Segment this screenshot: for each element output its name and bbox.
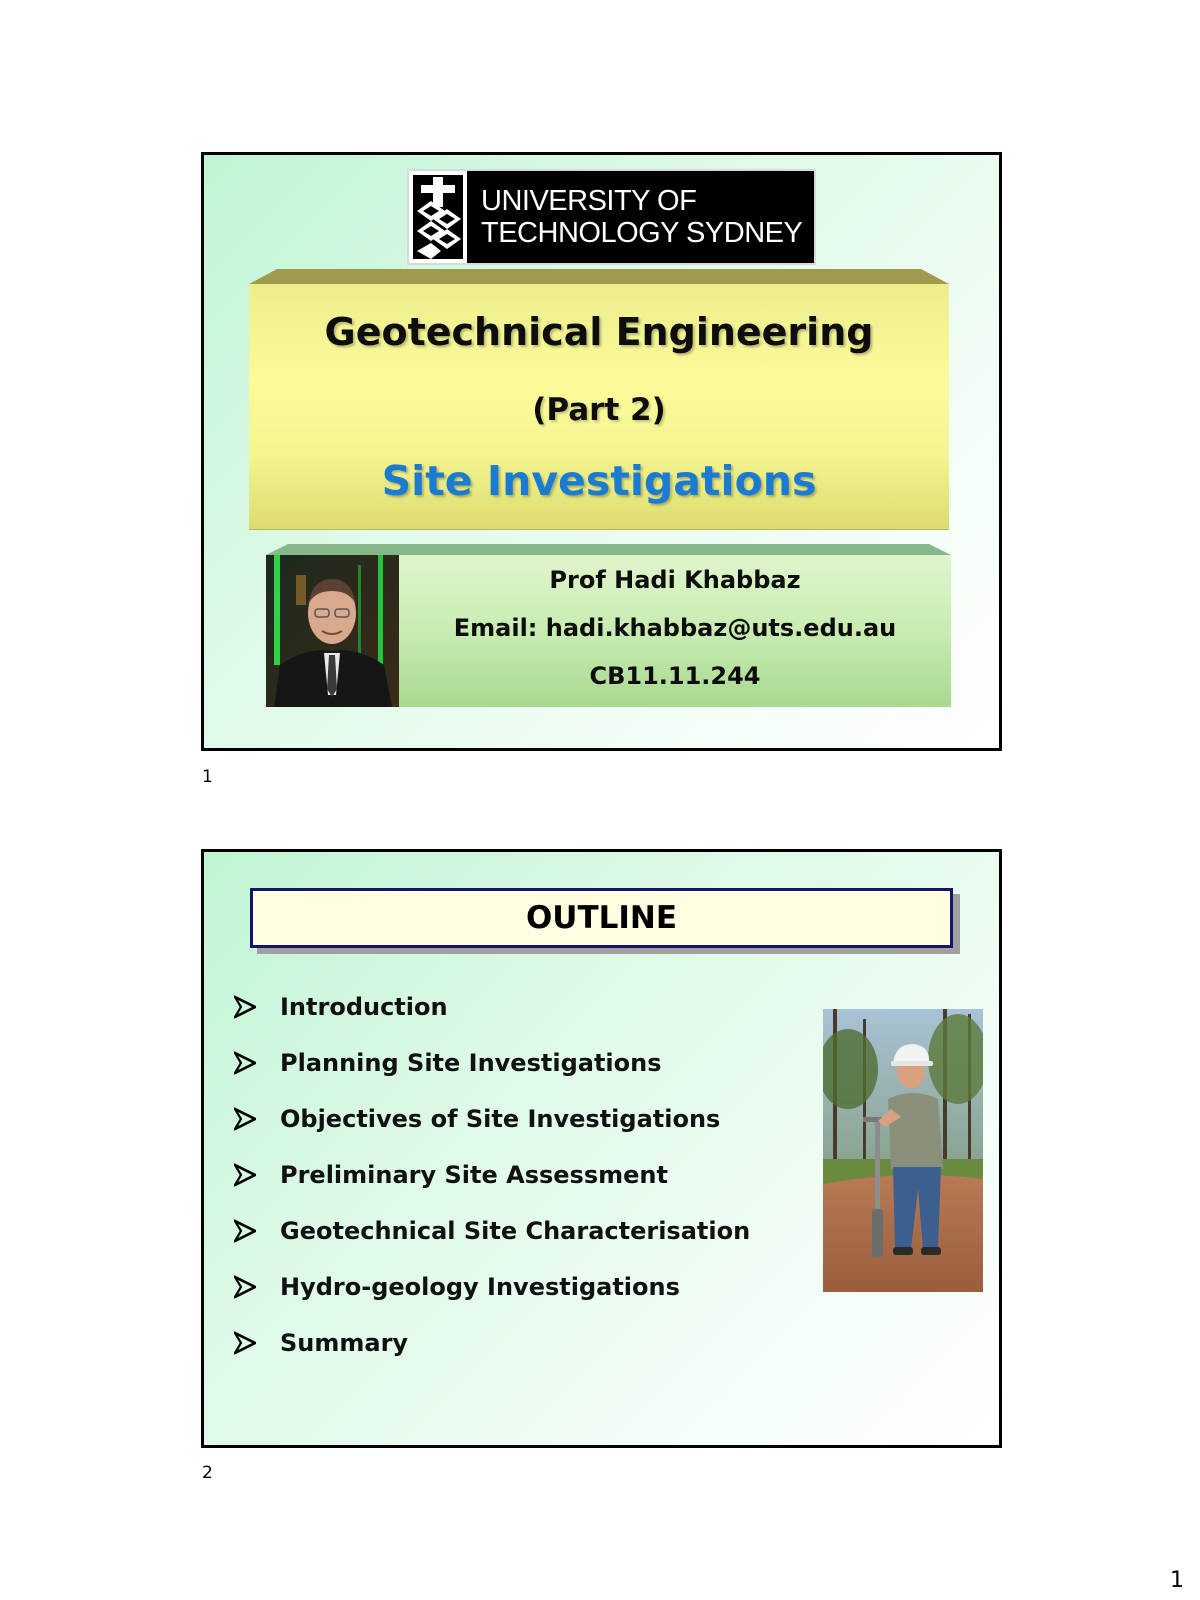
author-box-bevel <box>266 544 951 555</box>
outline-item-text: Summary <box>280 1329 409 1357</box>
list-item <box>234 1272 750 1328</box>
author-email: Email: hadi.khabbaz@uts.edu.au <box>453 614 897 642</box>
logo-line-2: TECHNOLOGY SYDNEY <box>481 217 803 249</box>
list-item <box>234 1048 750 1104</box>
outline-item-text: Introduction <box>280 993 448 1021</box>
title-box <box>249 284 949 530</box>
outline-list <box>234 992 750 1384</box>
page-number: 1 <box>1170 1568 1184 1593</box>
uts-emblem-icon <box>409 171 467 263</box>
author-box <box>266 555 951 707</box>
outline-heading: OUTLINE <box>525 900 678 936</box>
outline-item-text: Hydro-geology Investigations <box>280 1273 680 1301</box>
outline-item-text: Preliminary Site Assessment <box>280 1161 668 1189</box>
slide-1 <box>201 152 1002 751</box>
site-investigation-photo <box>823 1009 983 1292</box>
outline-heading-box <box>250 888 953 948</box>
list-item <box>234 1160 750 1216</box>
author-photo <box>266 555 399 707</box>
outline-item-text: Planning Site Investigations <box>280 1049 662 1077</box>
slide-subtitle: Site Investigations <box>381 457 817 505</box>
arrow-bullet-icon <box>234 1048 280 1076</box>
list-item <box>234 1328 750 1384</box>
slide-part: (Part 2) <box>532 392 666 428</box>
arrow-bullet-icon <box>234 1328 280 1356</box>
author-name: Prof Hadi Khabbaz <box>549 566 801 594</box>
slide-2 <box>201 849 1002 1448</box>
arrow-bullet-icon <box>234 1104 280 1132</box>
list-item <box>234 1104 750 1160</box>
arrow-bullet-icon <box>234 1216 280 1244</box>
author-room: CB11.11.244 <box>589 662 761 690</box>
outline-item-text: Geotechnical Site Characterisation <box>280 1217 751 1245</box>
logo-line-1: UNIVERSITY OF <box>481 185 697 217</box>
slide-title: Geotechnical Engineering <box>324 310 874 354</box>
outline-item-text: Objectives of Site Investigations <box>280 1105 721 1133</box>
list-item <box>234 1216 750 1272</box>
arrow-bullet-icon <box>234 1160 280 1188</box>
title-box-bevel <box>249 269 949 284</box>
slide-number-2: 2 <box>202 1463 213 1483</box>
arrow-bullet-icon <box>234 1272 280 1300</box>
uts-logo <box>409 171 814 263</box>
arrow-bullet-icon <box>234 992 280 1020</box>
slide-number-1: 1 <box>202 767 213 787</box>
list-item <box>234 992 750 1048</box>
logo-text <box>481 185 802 249</box>
